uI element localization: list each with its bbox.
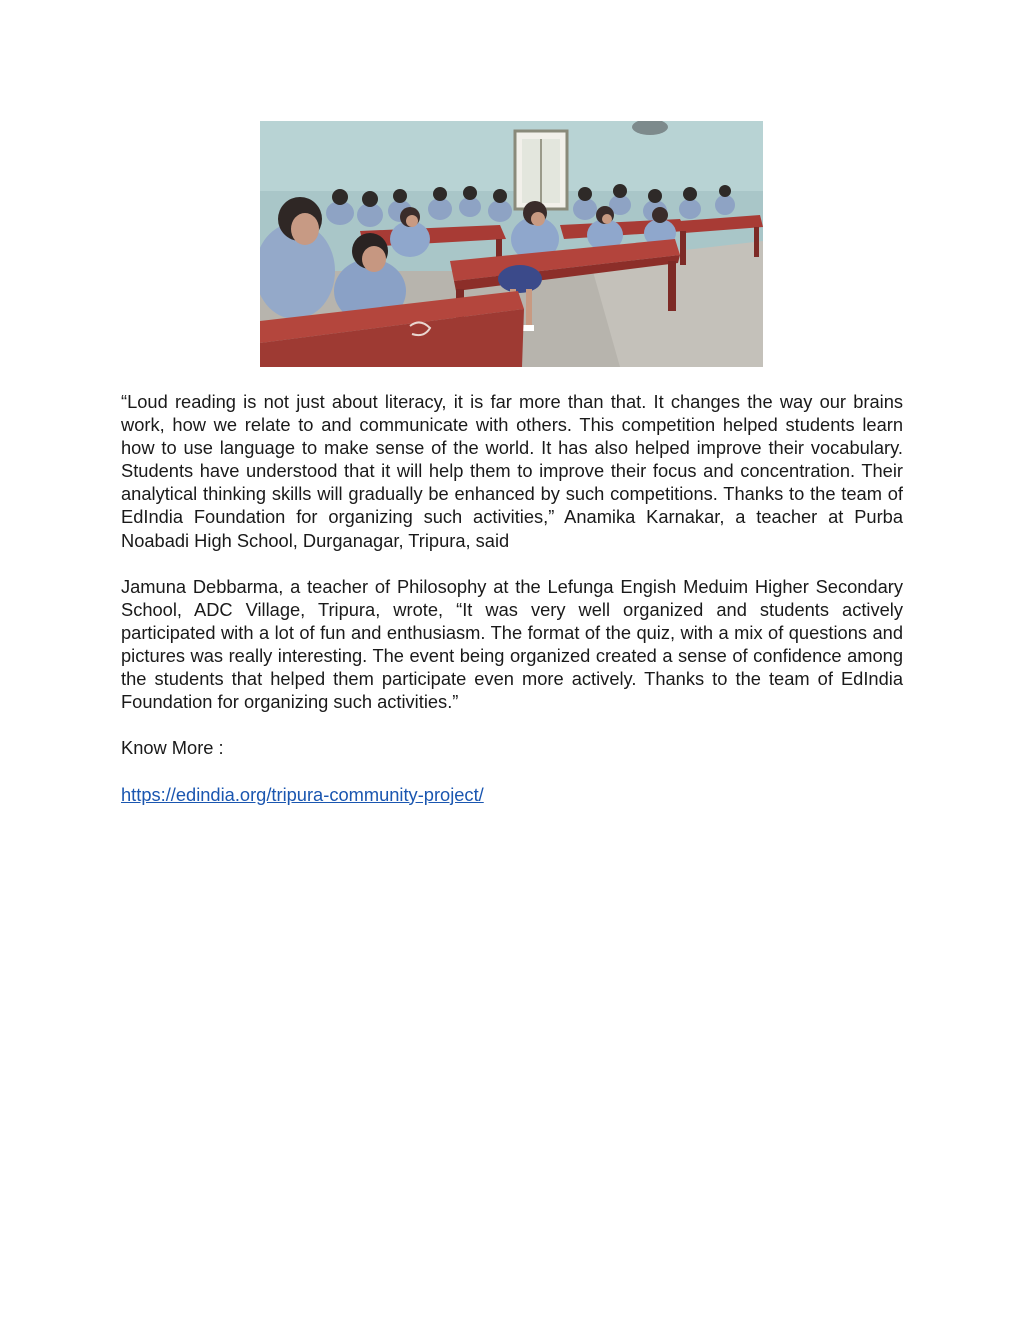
quote-paragraph-1: “Loud reading is not just about literacy, it is far more than that. It changes the way our brains work, how we relate to and communicate with others. This competition helped students learn how to use language to make sense of the world. It has also helped improve their vocabulary. Students have understood that it will help them to improve their focus and concentration. Their analytical thinking skills will gradually be enhanced by such competitions. Thanks to the team of EdIndia Foundation for organizing such activities,” Anamika Karnakar, a teacher at Purba Noabadi High School, Durganagar, Tripura, said — [121, 391, 903, 551]
project-link[interactable]: https://edindia.org/tripura-community-project/ — [121, 783, 484, 805]
classroom-photo — [260, 121, 763, 367]
quote-paragraph-2: Jamuna Debbarma, a teacher of Philosophy at the Lefunga Engish Meduim Higher Secondary School, ADC Village, Tripura, wrote, “It was very well organized and students actively participated with a lot of fun and enthusiasm. The format of the quiz, with a mix of questions and pictures was really interesting. The event being organized created a sense of confidence among the students that helped them participate even more actively. Thanks to the team of EdIndia Foundation for organizing such activities.” — [121, 575, 903, 713]
know-more-label: Know More : — [121, 737, 224, 759]
document-body — [121, 390, 903, 829]
